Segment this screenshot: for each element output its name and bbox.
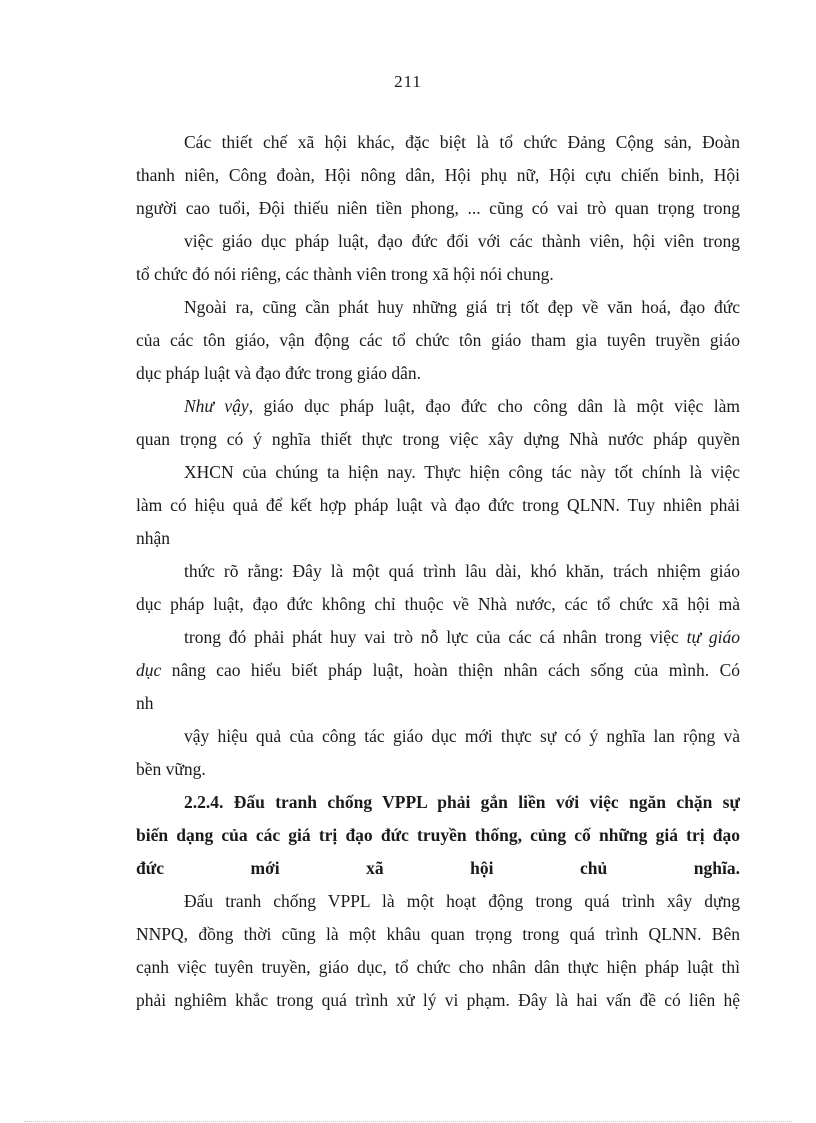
text-line xyxy=(136,654,740,687)
italic-phrase: Như vậy xyxy=(184,396,249,416)
text-line xyxy=(136,621,740,654)
text-line: thức rõ rằng: Đây là một quá trình lâu dài, khó khăn, trách nhiệm giáo xyxy=(184,561,740,581)
text-line: người cao tuổi, Đội thiếu niên tiền phong, ... cũng có vai trò quan trọng trong xyxy=(136,198,740,218)
line-text: nâng cao hiểu biết pháp luật, hoàn thiện nhân cách sống của mình. Có xyxy=(161,660,740,680)
section-heading-line: đức mới xã hội chủ nghĩa. xyxy=(136,858,740,878)
italic-phrase: dục xyxy=(136,660,162,680)
text-line: NNPQ, đồng thời cũng là một khâu quan trọng trong quá trình QLNN. Bên xyxy=(136,924,740,944)
text-line: làm có hiệu quả để kết hợp pháp luật và đạo đức trong QLNN. Tuy nhiên phải xyxy=(136,495,740,515)
text-line: cạnh việc tuyên truyền, giáo dục, tổ chức cho nhân dân thực hiện pháp luật thì xyxy=(136,957,740,977)
text-line: Đấu tranh chống VPPL là một hoạt động trong quá trình xây dựng xyxy=(184,891,740,911)
text-line: tổ chức đó nói riêng, các thành viên trong xã hội nói chung. xyxy=(136,264,554,284)
line-text: , giáo dục pháp luật, đạo đức cho công dân là một việc làm xyxy=(248,396,740,416)
section-heading-line: 2.2.4. Đấu tranh chống VPPL phải gắn liền với việc ngăn chặn sự xyxy=(184,792,740,812)
text-line: việc giáo dục pháp luật, đạo đức đối với các thành viên, hội viên trong xyxy=(184,231,740,251)
text-line: thanh niên, Công đoàn, Hội nông dân, Hội phụ nữ, Hội cựu chiến binh, Hội xyxy=(136,165,740,185)
section-heading-line: biến dạng của các giá trị đạo đức truyền thống, củng cố những giá trị đạo xyxy=(136,825,740,845)
text-line: Ngoài ra, cũng cần phát huy những giá trị tốt đẹp về văn hoá, đạo đức xyxy=(184,297,740,317)
text-line: dục pháp luật và đạo đức trong giáo dân. xyxy=(136,363,422,383)
text-line: quan trọng có ý nghĩa thiết thực trong việc xây dựng Nhà nước pháp quyền xyxy=(136,429,740,449)
text-line: Các thiết chế xã hội khác, đặc biệt là tổ chức Đảng Cộng sản, Đoàn xyxy=(184,132,740,152)
text-line: bền vững. xyxy=(136,759,206,779)
page-number: 211 xyxy=(394,72,422,91)
text-line: phải nghiêm khắc trong quá trình xử lý vi phạm. Đây là hai vấn đề có liên hệ xyxy=(136,990,740,1010)
text-line: của các tôn giáo, vận động các tổ chức tôn giáo tham gia tuyên truyền giáo xyxy=(136,330,740,350)
text-line: dục pháp luật, đạo đức không chỉ thuộc về Nhà nước, các tổ chức xã hội mà xyxy=(136,594,740,614)
text-line xyxy=(136,390,740,423)
text-line: nh xyxy=(136,693,154,713)
italic-phrase: tự giáo xyxy=(686,627,740,647)
page-bottom-divider xyxy=(24,1121,792,1122)
line-text: trong đó phải phát huy vai trò nỗ lực của các cá nhân trong việc xyxy=(184,627,687,647)
document-body xyxy=(136,126,740,1017)
text-line: XHCN của chúng ta hiện nay. Thực hiện công tác này tốt chính là việc xyxy=(184,462,740,482)
text-line: vậy hiệu quả của công tác giáo dục mới thực sự có ý nghĩa lan rộng và xyxy=(184,726,740,746)
text-line: nhận xyxy=(136,528,171,548)
